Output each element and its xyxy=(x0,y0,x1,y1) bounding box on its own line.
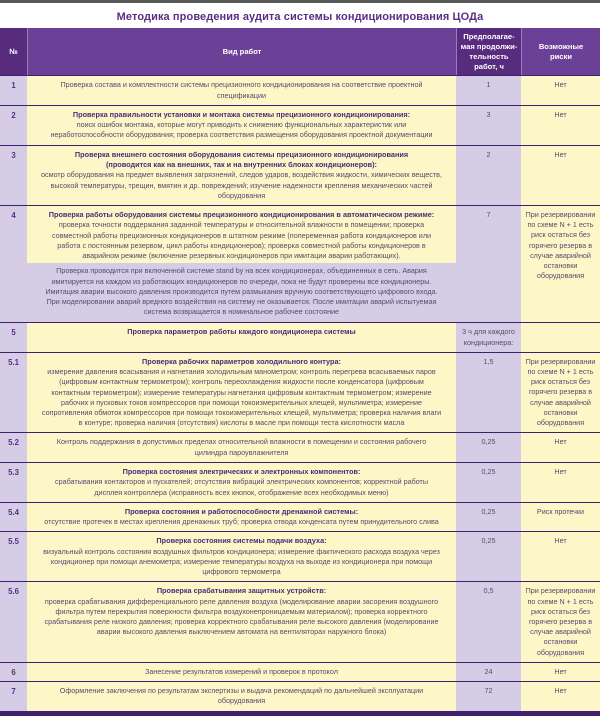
row-number-cell: 5.5 xyxy=(0,532,27,581)
work-title: Проверка работы оборудования системы прецизионного кондиционирования в автоматическом режиме: xyxy=(48,210,435,220)
work-cell xyxy=(27,76,456,104)
risk-cell: Нет xyxy=(521,532,600,581)
risk-cell: Нет xyxy=(521,663,600,681)
duration-cell: 0,25 xyxy=(456,503,521,532)
work-cell xyxy=(27,663,456,681)
table-row xyxy=(0,145,600,205)
column-header-work: Вид работ xyxy=(27,28,456,75)
duration-cell: 1 xyxy=(456,76,521,104)
column-header-risks: Возможные риски xyxy=(521,28,600,75)
column-header-number: № xyxy=(0,28,27,75)
work-cell xyxy=(27,682,456,710)
row-number-cell: 7 xyxy=(0,682,27,710)
work-cell xyxy=(27,582,456,662)
table-row xyxy=(0,502,600,532)
work-body: проверка срабатывания дифференциального реле давления воздуха (моделирование аварии засорения воздушного фильтра путем перекрытия поверхности фильтра воздухонепроницаемым материалом); проверка корректного срабатывания реле низкого давления; проверка корректного срабатывания реле высокого давления (моделирование аварии высокого давления выключением автомата на вентиляторах наружного блока) xyxy=(44,596,439,637)
risk-cell: Нет xyxy=(521,682,600,710)
work-title: Проверка параметров работы каждого кондиционера системы xyxy=(127,327,356,337)
title-band xyxy=(0,3,600,28)
work-title: Проверка внешнего состояния оборудования системы прецизионного кондиционирования (проводится как на внешних, так и на внутренних блоках кондиционеров): xyxy=(74,149,409,170)
row-number-cell: 1 xyxy=(0,76,27,104)
work-cell xyxy=(27,206,456,322)
work-title: Проверка состояния системы подачи воздуха: xyxy=(156,536,327,546)
row-number-cell: 5.6 xyxy=(0,582,27,662)
audit-table xyxy=(0,28,600,711)
table-row xyxy=(0,205,600,322)
work-cell xyxy=(27,433,456,461)
row-number-cell: 6 xyxy=(0,663,27,681)
row-number-cell: 5.3 xyxy=(0,463,27,502)
work-title: Проверка состояния электрических и электронных компонентов: xyxy=(122,466,361,476)
work-cell xyxy=(27,532,456,581)
duration-cell: 2 xyxy=(456,146,521,205)
work-cell xyxy=(27,146,456,205)
work-body: визуальный контроль состояния воздушных фильтров кондиционера; измерение фактического расхода воздуха через кондиционер при помощи анемометра; измерение температуры воздуха на выходе из кондиционера при помощи цифрового термометра xyxy=(43,546,440,577)
risk-cell: Нет xyxy=(521,146,600,205)
duration-cell: 3 ч для каждого кондиционера: xyxy=(456,323,521,351)
risk-cell xyxy=(521,323,600,351)
duration-cell: 1,5 xyxy=(456,353,521,433)
risk-cell: При резервировании по схеме N + 1 есть риск остаться без горячего резерва в случае аварийной остановки оборудования xyxy=(521,206,600,322)
duration-cell: 0,25 xyxy=(456,463,521,502)
page-title: Методика проведения аудита системы кондиционирования ЦОДа xyxy=(116,11,484,23)
row-number-cell: 5.4 xyxy=(0,503,27,532)
table-row xyxy=(0,462,600,502)
work-body: срабатывания контакторов и пускателей; отсутствия вибраций электрических компонентов; корректной работы дисплея контроллера (исправность всех кнопок, отображение всех необходимых меню) xyxy=(54,477,428,497)
work-body: проверка точности поддержания заданной температуры и относительной влажности в помещении; проверка совместной работы прецизионных кондиционеров в штатном режиме (попеременная работа кондиционеров или работа с постоянным резервом, цикл работы кондиционеров); проверка совместной работы кондиционеров в аварийном режиме (включение резервных кондиционеров при имитации аварии работающих). xyxy=(51,220,432,261)
table-header-row xyxy=(0,28,600,75)
duration-cell: 0,25 xyxy=(456,433,521,461)
row-number-cell: 5 xyxy=(0,323,27,351)
duration-cell: 0,25 xyxy=(456,532,521,581)
work-body: Контроль поддержания в допустимых пределах относительной влажности в помещении и состояния рабочего цилиндра пароувлажнителя xyxy=(56,437,427,457)
table-row xyxy=(0,322,600,351)
risk-cell: При резервировании по схеме N + 1 есть риск остаться без горячего резерва в случае аварийной остановки оборудования xyxy=(521,582,600,662)
work-cell xyxy=(27,106,456,145)
row-number-cell: 5.1 xyxy=(0,353,27,433)
work-body: Занесение результатов измерений и проверок в протокол xyxy=(145,666,338,676)
work-cell xyxy=(27,353,456,433)
work-note: Проверка проводится при включенной системе stand by на всех кондиционерах, объединенных в сеть. Авария имитируется на каждом из работающих кондиционеров по очереди, пока не будут проверены все кондиционеры. Имитация аварии высокого давления производится путем размыкания вручную соответствующего цифрового входа. При моделировании аварий вредного воздействия на систему не оказывается. После имитации аварий испытуемая система возвращается в номинальное рабочее состояние xyxy=(27,263,456,322)
risk-cell: Нет xyxy=(521,76,600,104)
work-body: отсутствие протечек в местах крепления дренажных труб; проверка отвода конденсата путем принудительного слива xyxy=(44,517,439,527)
risk-cell: Риск протечки xyxy=(521,503,600,532)
work-cell xyxy=(27,463,456,502)
table-row xyxy=(0,662,600,681)
bottom-divider-bar xyxy=(0,711,600,716)
row-number-cell: 3 xyxy=(0,146,27,205)
work-body: поиск ошибок монтажа, которые могут приводить к снижению функциональных характеристик или неработоспособности оборудования; проверка соответствия размещения оборудования проектной документации xyxy=(50,120,433,140)
duration-cell: 7 xyxy=(456,206,521,322)
work-title: Проверка состояния и работоспособности дренажной системы: xyxy=(124,506,359,516)
table-row xyxy=(0,352,600,433)
row-number-cell: 4 xyxy=(0,206,27,322)
table-row xyxy=(0,581,600,662)
duration-cell: 24 xyxy=(456,663,521,681)
work-title: Проверка срабатывания защитных устройств: xyxy=(156,586,327,596)
work-cell xyxy=(27,323,456,351)
work-cell xyxy=(27,503,456,532)
work-title: Проверка рабочих параметров холодильного контура: xyxy=(142,356,341,366)
row-number-cell: 5.2 xyxy=(0,433,27,461)
risk-cell: Нет xyxy=(521,463,600,502)
risk-cell: Нет xyxy=(521,106,600,145)
row-number-cell: 2 xyxy=(0,106,27,145)
work-title: Проверка правильности установки и монтажа системы прецизионного кондиционирования: xyxy=(72,109,411,119)
table-row xyxy=(0,432,600,461)
table-row xyxy=(0,681,600,710)
work-body: Оформление заключения по результатам экспертизы и выдача рекомендаций по дальнейшей эксплуатации оборудования xyxy=(59,686,424,706)
table-row xyxy=(0,531,600,581)
risk-cell: При резервировании по схеме N + 1 есть риск остаться без горячего резерва в случае аварийной остановки оборудования xyxy=(521,353,600,433)
work-body: Проверка состава и комплектности системы прецизионного кондиционирования на соответствие проектной спецификации xyxy=(60,80,423,100)
table-row xyxy=(0,105,600,145)
duration-cell: 3 xyxy=(456,106,521,145)
work-body: осмотр оборудования на предмет выявления загрязнений, следов ударов, воздействия жидкости, химических веществ, высокой температуры, трещин, вмятин и др. повреждений; изучение надежности крепления механических частей оборудования xyxy=(41,170,442,200)
column-header-duration: Предполагае- мая продолжи- тельность работ, ч xyxy=(456,28,521,75)
table-row xyxy=(0,75,600,104)
work-body: измерение давления всасывания и нагнетания холодильным манометром; контроль перегрева всасываемых паров (цифровым контактным термометром); контроль переохлаждения жидкости после конденсатора (цифровым контактным термометром); измерение температуры нагнетания цифровым контактным термометром; измерение рабочих и пусковых токов компрессоров при помощи токоизмерительных клещей, мультиметра; измерение сопротивления обмоток компрессоров при помощи токоизмерительных клещей, мультиметра; проверка наличия влаги в контуре; проверка наличия (отсутствия) кислоты в масле при помощи теста кислотности масла xyxy=(41,367,442,428)
duration-cell: 0,5 xyxy=(456,582,521,662)
risk-cell: Нет xyxy=(521,433,600,461)
duration-cell: 72 xyxy=(456,682,521,710)
